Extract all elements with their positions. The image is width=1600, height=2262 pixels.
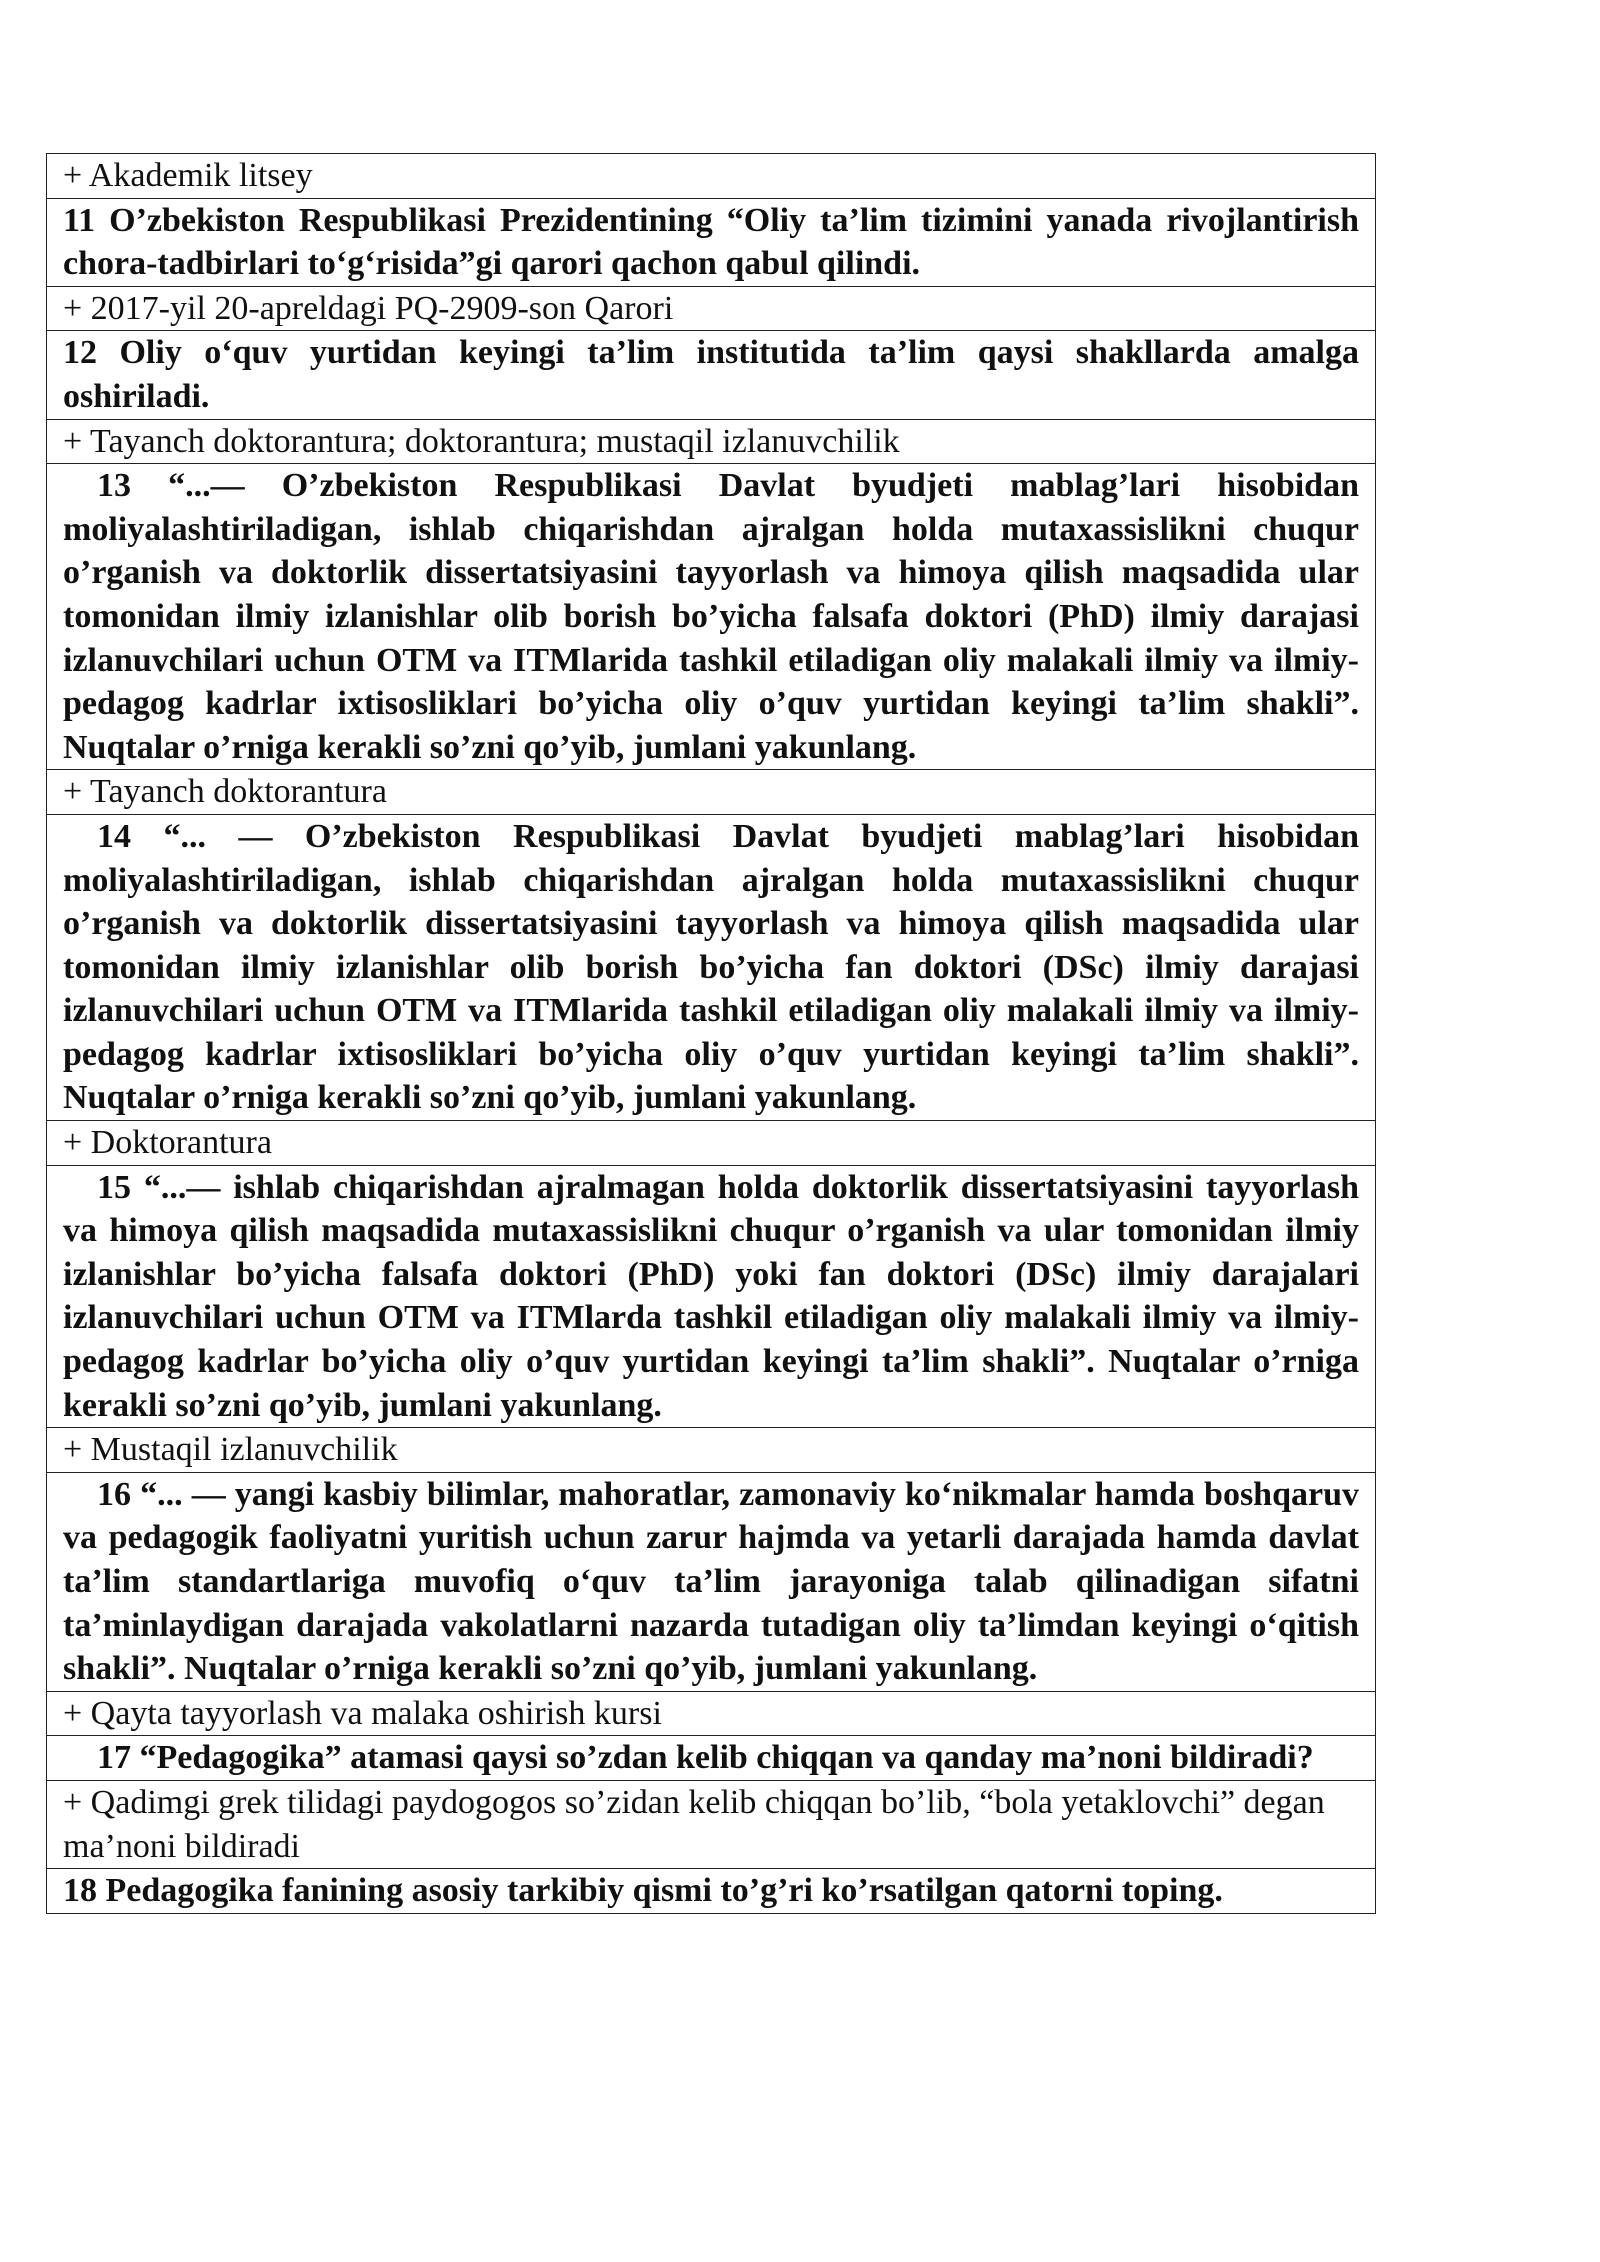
question-row <box>47 331 1376 419</box>
answer-row <box>47 1121 1376 1166</box>
answer-row <box>47 1780 1376 1868</box>
question-text: 11 O’zbekiston Respublikasi Prezidentining “Oliy ta’lim tizimini yanada rivojlantirish chora-tadbirlari to‘g‘risida”gi qarori qachon qabul qilindi. <box>47 198 1376 286</box>
answer-text: + Qadimgi grek tilidagi paydogogos so’zidan kelib chiqqan bo’lib, “bola yetaklovchi” degan ma’noni bildiradi <box>47 1780 1376 1868</box>
question-text: 12 Oliy o‘quv yurtidan keyingi ta’lim institutida ta’lim qaysi shakllarda amalga oshiriladi. <box>47 331 1376 419</box>
question-row <box>47 464 1376 770</box>
question-row <box>47 1165 1376 1428</box>
answer-row <box>47 419 1376 464</box>
question-text: 15 “...— ishlab chiqarishdan ajralmagan holda doktorlik dissertatsiyasini tayyorlash va himoya qilish maqsadida mutaxassislikni chuqur o’rganish va ular tomonidan ilmiy izlanishlar bo’yicha falsafa doktori (PhD) yoki fan doktori (DSc) ilmiy darajalari izlanuvchilari uchun OTM va ITMlarda tashkil etiladigan oliy malakali ilmiy va ilmiy-pedagog kadrlar bo’yicha oliy o’quv yurtidan keyingi ta’lim shakli”. Nuqtalar o’rniga kerakli so’zni qo’yib, jumlani yakunlang. <box>47 1165 1376 1428</box>
answer-text: + Qayta tayyorlash va malaka oshirish kursi <box>47 1691 1376 1736</box>
question-row <box>47 198 1376 286</box>
answer-text: + Tayanch doktorantura; doktorantura; mustaqil izlanuvchilik <box>47 419 1376 464</box>
answer-row <box>47 1691 1376 1736</box>
answer-row <box>47 1428 1376 1473</box>
question-row <box>47 1472 1376 1691</box>
answer-text: + 2017-yil 20-apreldagi PQ-2909-son Qarori <box>47 286 1376 331</box>
answer-row <box>47 154 1376 199</box>
answer-text: + Mustaqil izlanuvchilik <box>47 1428 1376 1473</box>
test-questions-table <box>46 153 1376 1914</box>
question-text: 17 “Pedagogika” atamasi qaysi so’zdan kelib chiqqan va qanday ma’noni bildiradi? <box>47 1736 1376 1781</box>
question-text: 14 “... — O’zbekiston Respublikasi Davlat byudjeti mablag’lari hisobidan moliyalashtiriladigan, ishlab chiqarishdan ajralgan holda mutaxassislikni chuqur o’rganish va doktorlik dissertatsiyasini tayyorlash va himoya qilish maqsadida ular tomonidan ilmiy izlanishlar olib borish bo’yicha fan doktori (DSc) ilmiy darajasi izlanuvchilari uchun OTM va ITMlarida tashkil etiladigan oliy malakali ilmiy va ilmiy-pedagog kadrlar ixtisosliklari bo’yicha oliy o’quv yurtidan keyingi ta’lim shakli”. Nuqtalar o’rniga kerakli so’zni qo’yib, jumlani yakunlang. <box>47 814 1376 1120</box>
answer-row <box>47 286 1376 331</box>
question-row <box>47 1869 1376 1914</box>
question-text: 18 Pedagogika fanining asosiy tarkibiy qismi to’g’ri ko’rsatilgan qatorni toping. <box>47 1869 1376 1914</box>
answer-text: + Tayanch doktorantura <box>47 770 1376 815</box>
question-row <box>47 1736 1376 1781</box>
answer-row <box>47 770 1376 815</box>
question-text: 16 “... — yangi kasbiy bilimlar, mahoratlar, zamonaviy ko‘nikmalar hamda boshqaruv va pedagogik faoliyatni yuritish uchun zarur hajmda va yetarli darajada hamda davlat ta’lim standartlariga muvofiq o‘quv ta’lim jarayoniga talab qilinadigan sifatni ta’minlaydigan darajada vakolatlarni nazarda tutadigan oliy ta’limdan keyingi o‘qitish shakli”. Nuqtalar o’rniga kerakli so’zni qo’yib, jumlani yakunlang. <box>47 1472 1376 1691</box>
question-text: 13 “...— O’zbekiston Respublikasi Davlat byudjeti mablag’lari hisobidan moliyalashtiriladigan, ishlab chiqarishdan ajralgan holda mutaxassislikni chuqur o’rganish va doktorlik dissertatsiyasini tayyorlash va himoya qilish maqsadida ular tomonidan ilmiy izlanishlar olib borish bo’yicha falsafa doktori (PhD) ilmiy darajasi izlanuvchilari uchun OTM va ITMlarida tashkil etiladigan oliy malakali ilmiy va ilmiy-pedagog kadrlar ixtisosliklari bo’yicha oliy o’quv yurtidan keyingi ta’lim shakli”. Nuqtalar o’rniga kerakli so’zni qo’yib, jumlani yakunlang. <box>47 464 1376 770</box>
question-row <box>47 814 1376 1120</box>
answer-text: + Doktorantura <box>47 1121 1376 1166</box>
answer-text: + Akademik litsey <box>47 154 1376 199</box>
